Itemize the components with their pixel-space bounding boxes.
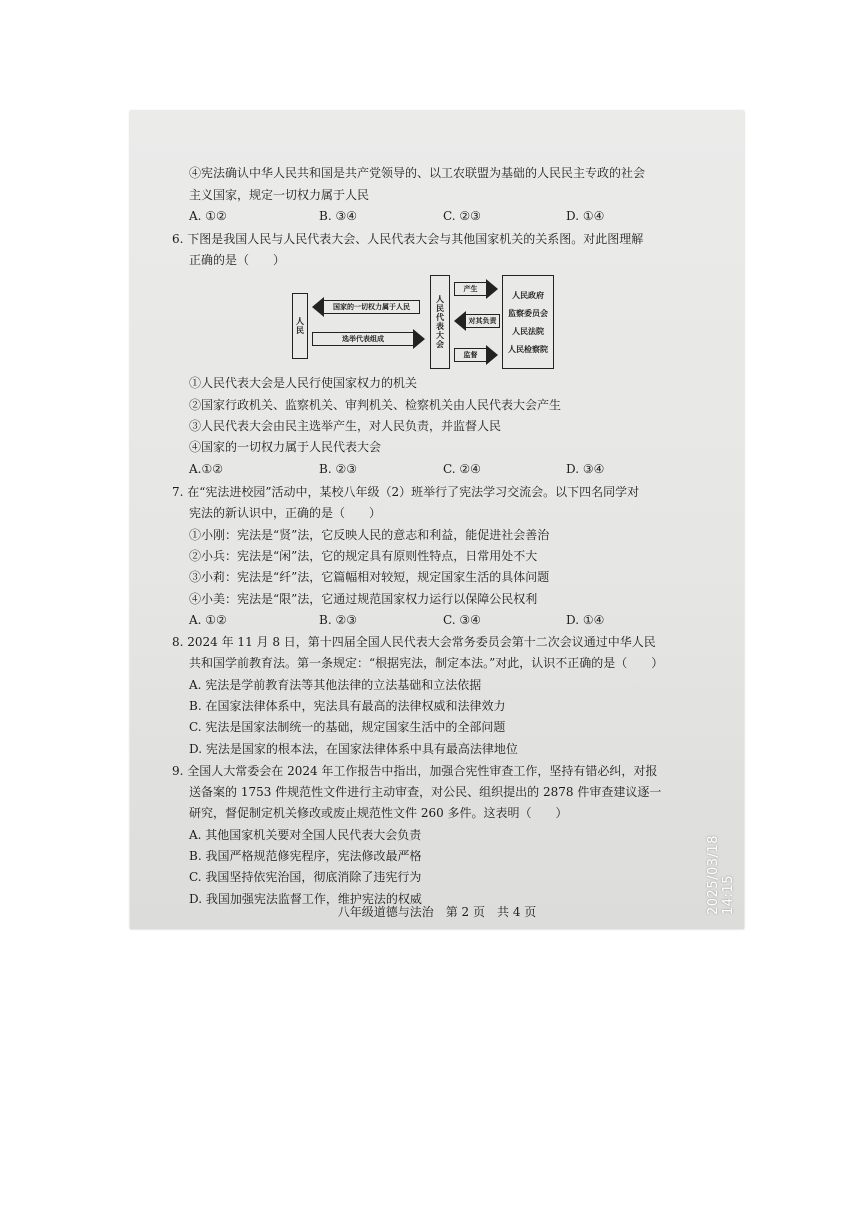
q7-option-c: C. ③④ — [443, 613, 481, 627]
npc-box: 人民代表大会 — [430, 275, 450, 369]
arrow-responsible-label: 对其负责 — [465, 314, 500, 328]
q6-option-d: D. ③④ — [566, 462, 605, 476]
q6-item-4: ④国家的一切权力属于人民代表大会 — [189, 440, 382, 454]
photo-timestamp: 2025/03/18 14:15 — [706, 835, 736, 915]
q8-option-a: A. 宪法是学前教育法等其他法律的立法基础和立法依据 — [189, 678, 482, 692]
q6-option-a: A.①② — [189, 462, 223, 476]
arrow-supervise — [454, 345, 498, 365]
relationship-diagram — [292, 273, 558, 373]
q9-stem-line2: 送备案的 1753 件规范性文件进行主动审查，对公民、组织提出的 2878 件审查建议逐一 — [189, 785, 662, 799]
arrow-elect-label: 选举代表组成 — [312, 332, 414, 346]
arrow-produce — [454, 279, 498, 299]
arrow-supervise-label: 监督 — [454, 348, 487, 362]
page-footer: 八年级道德与法治 第 2 页 共 4 页 — [337, 905, 537, 919]
q6-stem-line1: 6. 下图是我国人民与人民代表大会、人民代表大会与其他国家机关的关系图。对此图理解 — [172, 232, 644, 246]
arrow-power-label: 国家的一切权力属于人民 — [323, 300, 420, 314]
q7-item-2: ②小兵：宪法是“闲”法，它的规定具有原则性特点，日常用处不大 — [189, 549, 538, 563]
arrow-elect-deputies — [312, 329, 426, 349]
q8-option-b: B. 在国家法律体系中，宪法具有最高的法律权威和法律效力 — [189, 699, 506, 713]
q9-option-c: C. 我国坚持依宪治国，彻底消除了违宪行为 — [189, 870, 422, 884]
q7-option-b: B. ②③ — [319, 613, 357, 627]
q9-stem-line1: 9. 全国人大常委会在 2024 年工作报告中指出，加强合宪性审查工作，坚持有错必纠，对报 — [172, 764, 658, 778]
q5-item-4-line2: 主义国家，规定一切权力属于人民 — [189, 188, 370, 202]
state-organs-box — [502, 275, 554, 369]
q6-item-1: ①人民代表大会是人民行使国家权力的机关 — [189, 376, 418, 390]
q7-stem-line2: 宪法的新认识中，正确的是（ ） — [189, 506, 382, 520]
q7-option-a: A. ①② — [189, 613, 227, 627]
q6-item-3: ③人民代表大会由民主选举产生，对人民负责，并监督人民 — [189, 419, 502, 433]
q7-item-4: ④小美：宪法是“限”法，它通过规范国家权力运行以保障公民权利 — [189, 592, 538, 606]
q9-stem-line3: 研究，督促制定机关修改或废止规范性文件 260 多件。这表明（ ） — [189, 806, 568, 820]
q5-option-a: A. ①② — [189, 209, 227, 223]
q8-stem-line1: 8. 2024 年 11 月 8 日，第十四届全国人民代表大会常务委员会第十二次会议通过中华人民 — [172, 635, 656, 649]
arrow-responsible — [454, 311, 500, 331]
q5-item-4-line1: ④宪法确认中华人民共和国是共产党领导的、以工农联盟为基础的人民民主专政的社会 — [189, 166, 646, 180]
q7-stem-line1: 7. 在“宪法进校园”活动中，某校八年级（2）班举行了宪法学习交流会。以下四名同学对 — [172, 485, 640, 499]
q8-stem-line2: 共和国学前教育法。第一条规定：“根据宪法，制定本法。”对此，认识不正确的是（ ） — [189, 656, 664, 670]
q5-option-d: D. ①④ — [566, 209, 605, 223]
q6-option-c: C. ②④ — [443, 462, 481, 476]
q9-option-a: A. 其他国家机关要对全国人民代表大会负责 — [189, 828, 422, 842]
arrow-produce-label: 产生 — [454, 282, 487, 296]
q8-option-c: C. 宪法是国家法制统一的基础，规定国家生活中的全部问题 — [189, 720, 506, 734]
q9-option-b: B. 我国严格规范修宪程序，宪法修改最严格 — [189, 849, 422, 863]
organ-supervisory-commission: 监察委员会 — [508, 308, 548, 318]
q5-option-c: C. ②③ — [443, 209, 481, 223]
q7-option-d: D. ①④ — [566, 613, 605, 627]
organ-court: 人民法院 — [512, 326, 544, 336]
q9-option-d: D. 我国加强宪法监督工作，维护宪法的权威 — [189, 892, 422, 906]
q6-option-b: B. ②③ — [319, 462, 357, 476]
people-box: 人民 — [292, 293, 308, 359]
q6-item-2: ②国家行政机关、监察机关、审判机关、检察机关由人民代表大会产生 — [189, 398, 562, 412]
q6-stem-line2: 正确的是（ ） — [189, 253, 286, 267]
organ-procuratorate: 人民检察院 — [508, 344, 548, 354]
exam-page-photo — [130, 111, 744, 929]
arrow-power-belongs — [312, 297, 420, 317]
q5-option-b: B. ③④ — [319, 209, 357, 223]
q8-option-d: D. 宪法是国家的根本法，在国家法律体系中具有最高法律地位 — [189, 742, 518, 756]
q7-item-3: ③小莉：宪法是“纤”法，它篇幅相对较短，规定国家生活的具体问题 — [189, 570, 550, 584]
organ-government: 人民政府 — [512, 290, 544, 300]
q7-item-1: ①小刚：宪法是“贤”法，它反映人民的意志和利益，能促进社会善治 — [189, 528, 550, 542]
